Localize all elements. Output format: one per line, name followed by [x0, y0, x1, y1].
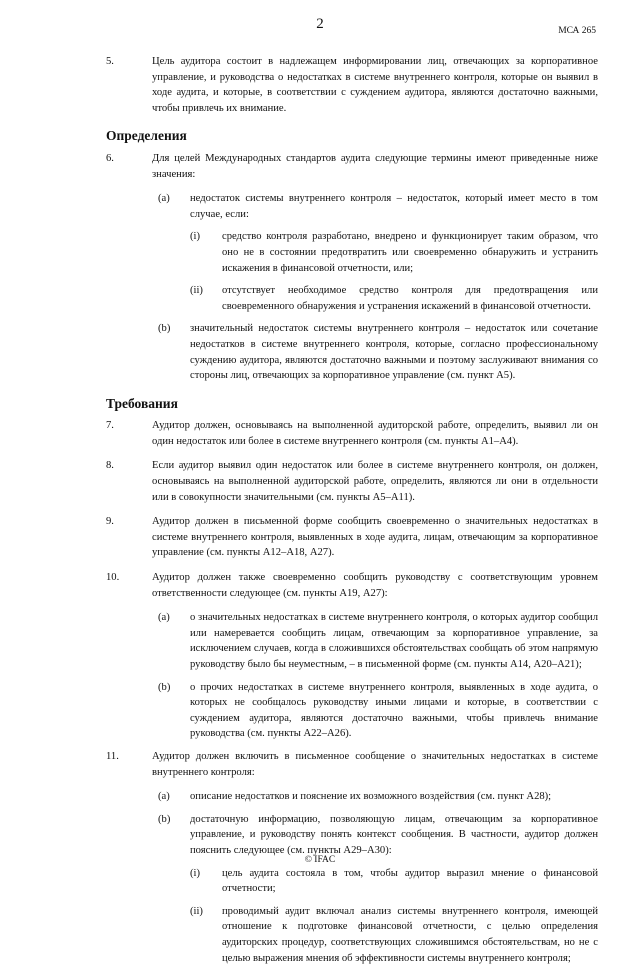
list-item-11b-ii: [190, 904, 598, 966]
paragraph-number: 7.: [106, 420, 114, 432]
list-item-6a: [158, 191, 598, 222]
paragraph-number: 9.: [106, 516, 114, 528]
item-label: (ii): [190, 905, 203, 917]
document-code: МСА 265: [558, 26, 596, 36]
copyright-footer: © IFAC: [304, 855, 336, 865]
item-label: (b): [158, 323, 171, 335]
paragraph-number: 6.: [106, 152, 114, 164]
item-text: значительный недостаток системы внутреннего контроля – недостаток или сочетание недостатков в системе внутреннего контроля, которые, согласно профессиональному суждению аудитора, являются достаточно важными и поэтому заслуживают внимания со стороны лиц, отвечающих за корпоративное управление (см. пункт А5).: [190, 323, 598, 382]
page-number: 2: [316, 16, 324, 32]
item-text: недостаток системы внутреннего контроля – недостаток, который имеет место в том случае, если:: [190, 193, 598, 220]
section-heading-definitions: Определения: [106, 128, 187, 144]
item-text: описание недостатков и пояснение их возможного воздействия (см. пункт А28);: [190, 791, 552, 803]
list-item-6a-ii: [190, 283, 598, 314]
paragraph-text: Цель аудитора состоит в надлежащем информировании лиц, отвечающих за корпоративное управление, и руководства о недостатках в системе внутреннего контроля, которые он выявил в ходе аудита, и которые, в соответствии с суждением аудитора, являются достаточно важными, чтобы привлечь их внимание.: [152, 56, 598, 114]
list-item-11b-i: [190, 866, 598, 897]
paragraph-8: [106, 458, 598, 505]
paragraph-text: Аудитор должен в письменной форме сообщить своевременно о значительных недостатках в системе внутреннего контроля, выявленных в ходе аудита, лицам, отвечающим за корпоративное управление (см. пункты А12–А18, А27).: [152, 516, 598, 559]
item-label: (b): [158, 681, 171, 693]
paragraph-11: [106, 749, 598, 780]
paragraph-9: [106, 514, 598, 561]
paragraph-number: 8.: [106, 460, 114, 472]
paragraph-number: 5.: [106, 56, 114, 67]
paragraph-text: Для целей Международных стандартов аудита следующие термины имеют приведенные ниже значения:: [152, 152, 598, 180]
list-item-10a: [158, 610, 598, 672]
section-heading-requirements: Требования: [106, 395, 178, 411]
paragraph-6: [106, 151, 598, 182]
item-label: (ii): [190, 285, 203, 297]
paragraph-text: Если аудитор выявил один недостаток или более в системе внутреннего контроля, он должен, основываясь на выполненной аудиторской работе, определить, являются ли они в отдельности или в совокупности значительными (см. пункты А5–А11).: [152, 460, 598, 503]
item-text: цель аудита состояла в том, чтобы аудитор выразил мнение о финансовой отчетности;: [222, 867, 598, 895]
item-label: (b): [158, 813, 171, 825]
item-label: (a): [158, 612, 170, 624]
item-text: о прочих недостатках в системе внутреннего контроля, выявленных в ходе аудита, о которых не сообщалось руководству иными лицами и которые, в соответствии с суждением аудитора, являются достаточно важными, чтобы привлечь внимание руководства (см. пункты А22–А26).: [190, 681, 598, 740]
item-label: (a): [158, 791, 170, 803]
item-label: (i): [190, 867, 200, 879]
item-text: проводимый аудит включал анализ системы внутреннего контроля, имеющей отношение к подготовке финансовой отчетности, с целью определения аудиторских процедур, соответствующих сложившимся обстоятельствам, но не с целью выражения мнения об эффективности системы внутреннего контроля;: [222, 905, 598, 964]
item-text: отсутствует необходимое средство контроля для предотвращения или своевременного обнаружения и устранения искажений в финансовой отчетности.: [222, 285, 598, 312]
item-text: о значительных недостатках в системе внутреннего контроля, о которых аудитор сообщил или намеревается сообщить лицам, отвечающим за корпоративное управление, за исключением случаев, когда в сложившихся обстоятельствах сообщать об этом напрямую руководству было бы неуместным, – в письменной форме (см. пункты А14, А20–А21);: [190, 612, 598, 670]
list-item-11b: [158, 812, 598, 859]
list-item-11a: [158, 789, 598, 805]
paragraph-10: [106, 570, 598, 601]
page-body: [106, 54, 598, 973]
item-text: средство контроля разработано, внедрено и функционирует таким образом, что оно не в состоянии предотвратить или своевременно обнаружить и устранить искажения в финансовой отчетности, или;: [222, 231, 598, 274]
item-label: (a): [158, 193, 170, 205]
list-item-6b: [158, 321, 598, 383]
paragraph-text: Аудитор должен включить в письменное сообщение о значительных недостатках в системе внутреннего контроля:: [152, 750, 598, 778]
item-text: достаточную информацию, позволяющую лицам, отвечающим за корпоративное управление, и руководству понять контекст сообщения. В частности, аудитор должен пояснить следующее (см. пункты А29–А30):: [190, 813, 598, 856]
list-item-10b: [158, 680, 598, 742]
paragraph-text: Аудитор должен также своевременно сообщить руководству с соответствующим уровнем ответственности следующее (см. пункты А19, А27):: [152, 572, 598, 599]
paragraph-5: [106, 54, 598, 116]
item-label: (i): [190, 231, 200, 243]
paragraph-number: 10.: [106, 572, 120, 584]
paragraph-text: Аудитор должен, основываясь на выполненной аудиторской работе, определить, выявил ли он один недостаток или более в системе внутреннего контроля (см. пункты А1–А4).: [152, 420, 598, 447]
paragraph-7: [106, 418, 598, 449]
paragraph-number: 11.: [106, 750, 119, 762]
list-item-6a-i: [190, 229, 598, 276]
